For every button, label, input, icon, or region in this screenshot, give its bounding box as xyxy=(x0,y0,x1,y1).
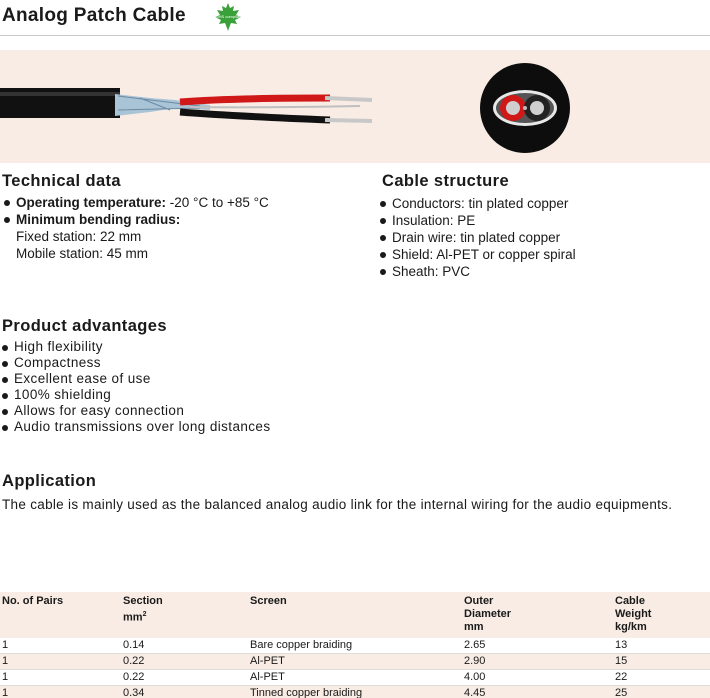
bullet-icon xyxy=(2,345,8,351)
spec-table xyxy=(0,592,710,698)
bullet-icon xyxy=(2,361,8,367)
list-item: High flexibility xyxy=(0,339,270,355)
application-text: The cable is mainly used as the balanced analog audio link for the internal wiring for the audio equipments. xyxy=(2,497,673,512)
list-item: Minimum bending radius: xyxy=(2,211,269,228)
advantages-list xyxy=(0,339,270,435)
list-item: Excellent ease of use xyxy=(0,371,270,387)
col-header-diameter: Outer Diameter mm xyxy=(462,592,613,638)
list-item: Audio transmissions over long distances xyxy=(0,419,270,435)
bullet-icon xyxy=(380,252,386,258)
list-item: Operating temperature: -20 °C to +85 °C xyxy=(2,194,269,211)
list-item: 100% shielding xyxy=(0,387,270,403)
table-row: 1 0.34 Tinned copper braiding 4.45 25 xyxy=(0,686,710,698)
list-item: Sheath: PVC xyxy=(378,263,576,280)
bullet-icon xyxy=(4,217,10,223)
list-item: Insulation: PE xyxy=(378,212,576,229)
list-item: Compactness xyxy=(0,355,270,371)
list-item: Conductors: tin plated copper xyxy=(378,195,576,212)
col-header-section: Section $mm^2$ xyxy=(121,592,248,638)
table-row: 1 0.22 Al-PET 4.00 22 xyxy=(0,670,710,686)
bullet-icon xyxy=(380,269,386,275)
bullet-icon xyxy=(2,409,8,415)
list-item: Allows for easy connection xyxy=(0,403,270,419)
technical-list xyxy=(2,194,269,262)
list-item: Shield: Al-PET or copper spiral xyxy=(378,246,576,263)
col-header-pairs: No. of Pairs xyxy=(0,592,121,638)
advantages-heading: Product advantages xyxy=(2,317,167,335)
list-item: Fixed station: 22 mm xyxy=(16,229,142,244)
page-title: Analog Patch Cable xyxy=(2,5,186,26)
bullet-icon xyxy=(380,201,386,207)
col-header-screen: Screen xyxy=(248,592,462,638)
rohs-badge-text: RoHS compliant xyxy=(214,14,242,19)
product-banner xyxy=(0,50,710,163)
bullet-icon xyxy=(380,218,386,224)
bullet-icon xyxy=(2,425,8,431)
table-row: 1 0.14 Bare copper braiding 2.65 13 xyxy=(0,638,710,654)
rohs-leaf-icon xyxy=(214,2,242,32)
technical-heading: Technical data xyxy=(2,172,121,190)
bullet-icon xyxy=(380,235,386,241)
structure-list xyxy=(378,195,576,280)
col-header-weight: Cable Weight kg/km xyxy=(613,592,710,638)
header-divider xyxy=(0,35,710,36)
table-header-row xyxy=(0,592,710,638)
table-row: 1 0.22 Al-PET 2.90 15 xyxy=(0,654,710,670)
list-item: Drain wire: tin plated copper xyxy=(378,229,576,246)
structure-heading: Cable structure xyxy=(382,172,510,190)
bullet-icon xyxy=(2,393,8,399)
bullet-icon xyxy=(4,200,10,206)
application-heading: Application xyxy=(2,472,97,490)
bullet-icon xyxy=(2,377,8,383)
list-item: Mobile station: 45 mm xyxy=(16,246,149,261)
cable-photo xyxy=(0,50,710,163)
cable-cross-section-icon xyxy=(479,62,571,154)
